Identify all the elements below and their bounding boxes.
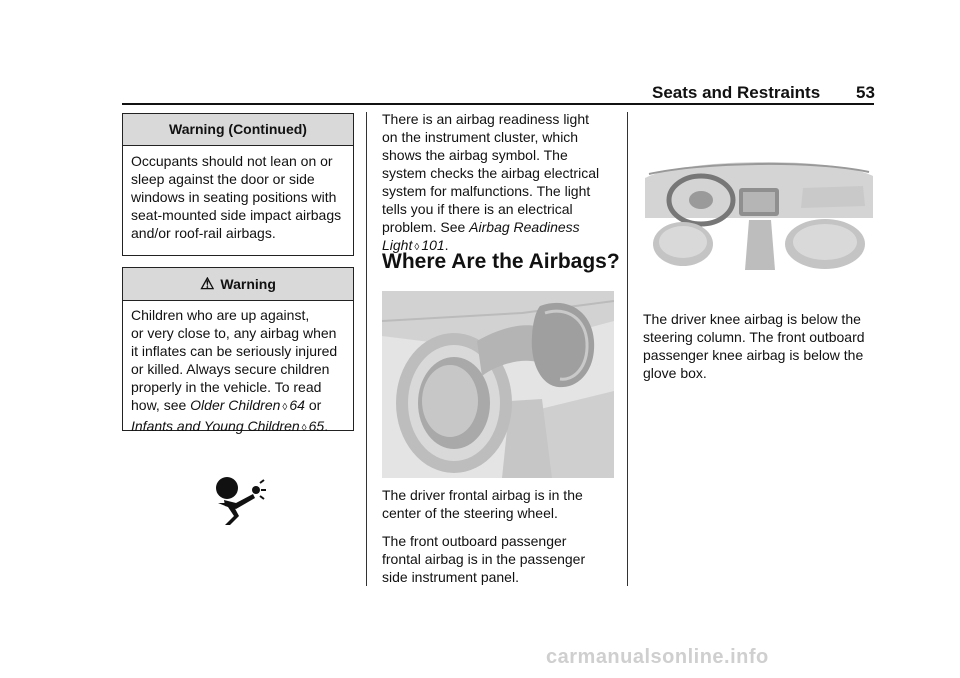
- paragraph-line: on the instrument cluster, which: [382, 129, 579, 145]
- section-heading: Where Are the Airbags?: [382, 250, 620, 273]
- page-number: 53: [856, 83, 875, 102]
- driver-frontal-caption: [382, 486, 618, 522]
- caption-line: steering column. The front outboard: [643, 329, 865, 345]
- warning-line: properly in the vehicle. To read: [131, 379, 322, 395]
- section-title: Seats and Restraints: [652, 83, 821, 102]
- warning-line: [131, 417, 345, 438]
- knee-airbag-illustration: [643, 148, 875, 276]
- link-infants-page[interactable]: 65: [308, 418, 325, 434]
- airbag-readiness-icon: [212, 476, 268, 526]
- warning-triangle-icon: ⚠: [200, 276, 215, 293]
- warning-body: [123, 301, 353, 434]
- knee-airbag-caption: [643, 310, 879, 382]
- paragraph-line: [382, 218, 618, 236]
- link-older-children-page[interactable]: 64: [289, 397, 305, 413]
- caption-line: center of the steering wheel.: [382, 505, 558, 521]
- caption-line: frontal airbag is in the passenger: [382, 551, 586, 567]
- warning-title-bar: [123, 268, 353, 301]
- warning-box: [122, 267, 354, 434]
- warning-text: or: [304, 397, 322, 413]
- warning-text: .: [324, 418, 329, 434]
- page-ref-icon: ◊: [301, 423, 307, 434]
- warning-line: it inflates can be seriously injured: [131, 343, 338, 359]
- driver-frontal-airbag-illustration: [382, 291, 614, 478]
- link-infants-young-children[interactable]: Infants and Young Children: [131, 418, 300, 434]
- paragraph-line: system for malfunctions. The light: [382, 183, 591, 199]
- warning-continued-title: Warning (Continued): [123, 114, 353, 146]
- passenger-frontal-caption: [382, 532, 618, 586]
- warning-line: or very close to, any airbag when: [131, 325, 337, 341]
- link-airbag-readiness-light[interactable]: Airbag Readiness: [469, 219, 580, 235]
- warning-line: Children who are up against,: [131, 307, 310, 323]
- paragraph-text: .: [444, 237, 449, 253]
- caption-line: side instrument panel.: [382, 569, 519, 585]
- caption-line: The front outboard passenger: [382, 533, 567, 549]
- caption-line: The driver frontal airbag is in the: [382, 487, 583, 503]
- column-divider-left: [366, 112, 367, 586]
- column-divider-right: [627, 112, 628, 586]
- header-rule: [122, 103, 874, 105]
- page-ref-icon: ◊: [282, 402, 288, 413]
- link-older-children[interactable]: Older Children: [190, 397, 281, 413]
- watermark: carmanualsonline.info: [546, 646, 769, 668]
- paragraph-line: shows the airbag symbol. The: [382, 147, 568, 163]
- warning-line: [131, 396, 345, 417]
- paragraph-line: There is an airbag readiness light: [382, 111, 590, 127]
- caption-line: passenger knee airbag is below the: [643, 347, 864, 363]
- warning-continued-box: [122, 113, 354, 256]
- caption-line: glove box.: [643, 365, 707, 381]
- airbag-readiness-paragraph: [382, 110, 618, 257]
- warning-line: or killed. Always secure children: [131, 361, 330, 377]
- link-airbag-readiness-light-cont[interactable]: Light: [382, 237, 413, 253]
- paragraph-line: system checks the airbag electrical: [382, 165, 600, 181]
- paragraph-text: problem. See: [382, 219, 470, 235]
- warning-title: Warning: [220, 276, 276, 292]
- paragraph-line: tells you if there is an electrical: [382, 201, 573, 217]
- warning-continued-body: Occupants should not lean on or sleep against the door or side windows in seating positions with seat-mounted side impact airbags and/or roof-rail airbags.: [131, 153, 342, 241]
- link-airbag-readiness-page[interactable]: 101: [421, 237, 445, 253]
- caption-line: The driver knee airbag is below the: [643, 311, 861, 327]
- warning-text: how, see: [131, 397, 191, 413]
- page-ref-icon: ◊: [414, 242, 420, 253]
